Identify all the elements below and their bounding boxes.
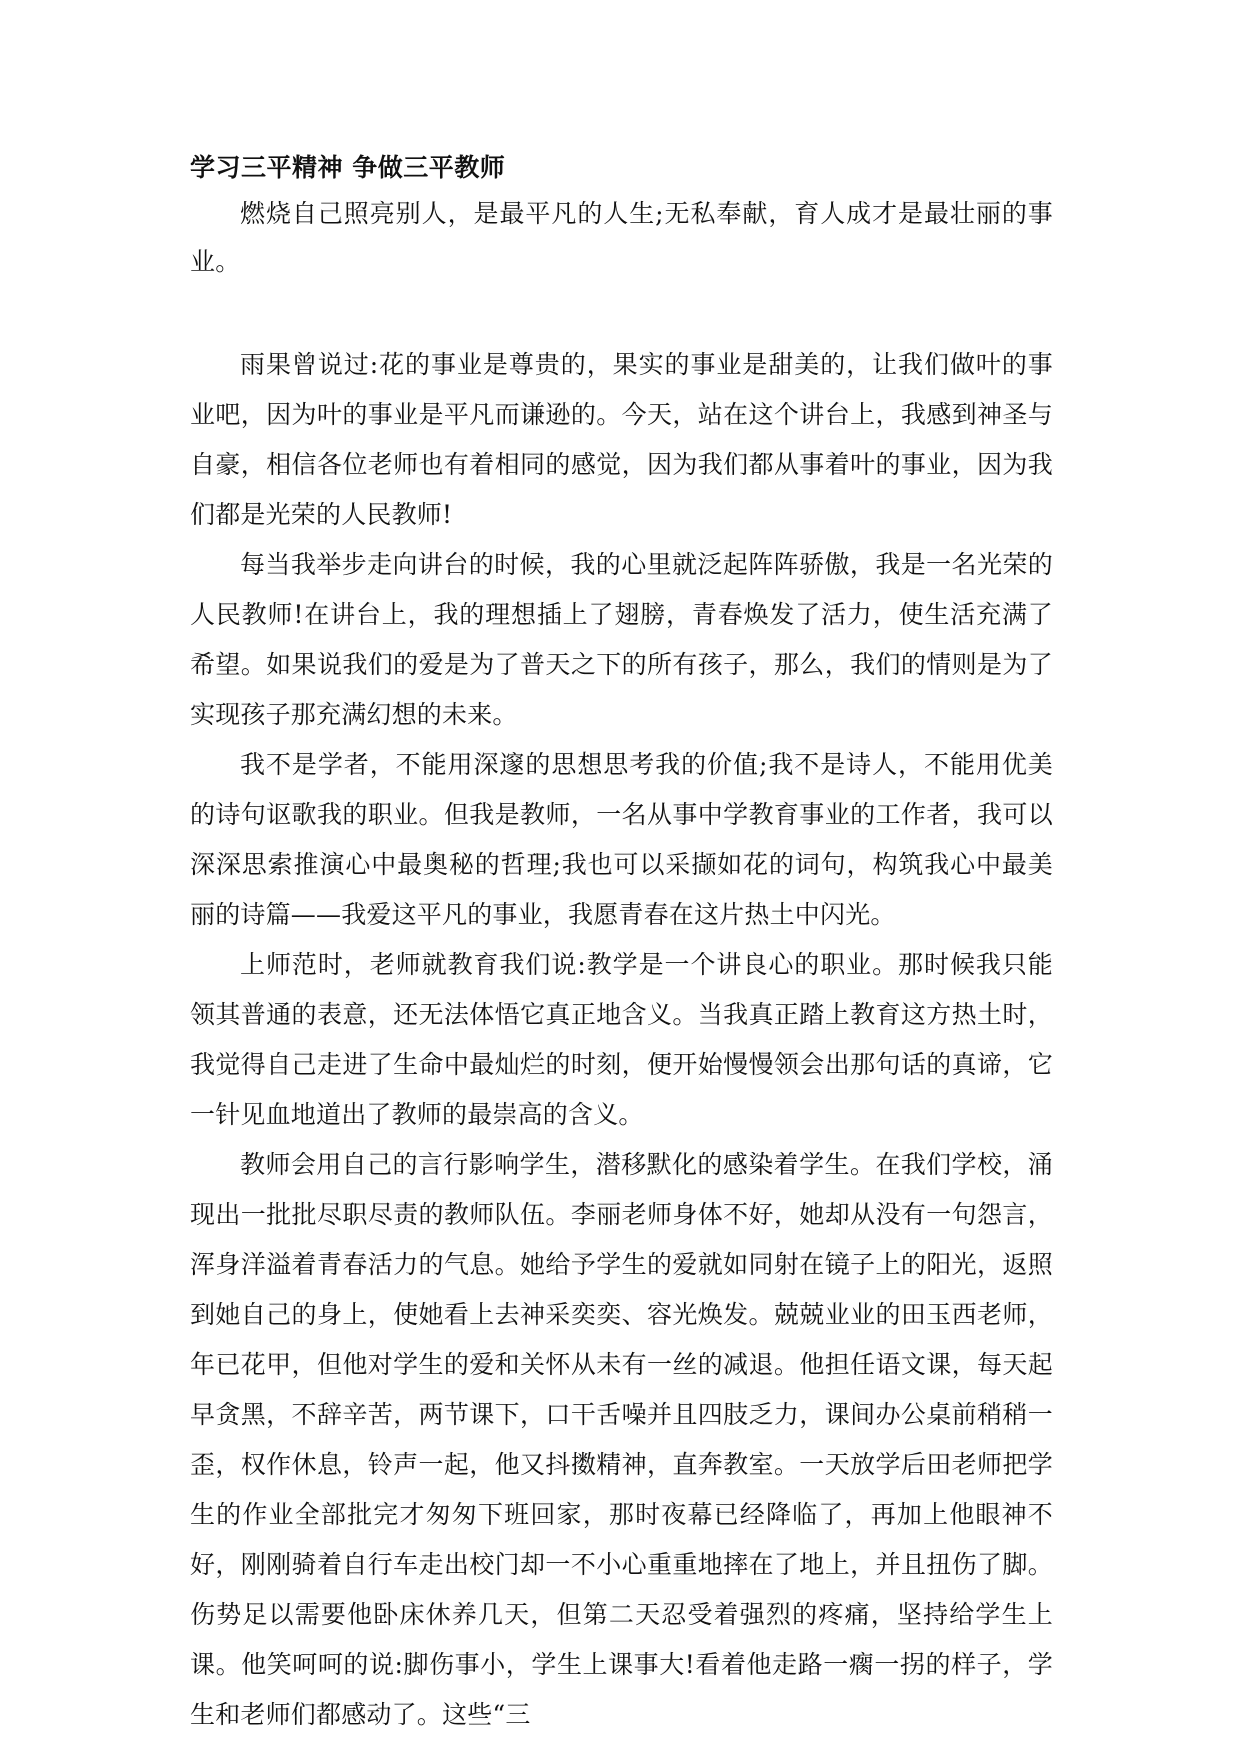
document-body [190,150,1053,1740]
opening-line: 燃烧自己照亮别人，是最平凡的人生;无私奉献，育人成才是最壮丽的事业。 [190,199,1053,276]
document-title: 学习三平精神 争做三平教师 [190,153,506,182]
paragraph-1: 雨果曾说过:花的事业是尊贵的，果实的事业是甜美的，让我们做叶的事业吧，因为叶的事业是平凡而谦逊的。今天，站在这个讲台上，我感到神圣与自豪，相信各位老师也有着相同的感觉，因为我们都从事着叶的事业，因为我们都是光荣的人民教师! [190,350,1053,529]
paragraph-3: 我不是学者，不能用深邃的思想思考我的价值;我不是诗人，不能用优美的诗句讴歌我的职业。但我是教师，一名从事中学教育事业的工作者，我可以深深思索推演心中最奥秘的哲理;我也可以采撷如花的词句，构筑我心中最美丽的诗篇——我爱这平凡的事业，我愿青春在这片热土中闪光。 [190,750,1053,929]
paragraph-2: 每当我举步走向讲台的时候，我的心里就泛起阵阵骄傲，我是一名光荣的人民教师!在讲台上，我的理想插上了翅膀，青春焕发了活力，使生活充满了希望。如果说我们的爱是为了普天之下的所有孩子，那么，我们的情则是为了实现孩子那充满幻想的未来。 [190,550,1053,729]
paragraph-5: 教师会用自己的言行影响学生，潜移默化的感染着学生。在我们学校，涌现出一批批尽职尽责的教师队伍。李丽老师身体不好，她却从没有一句怨言，浑身洋溢着青春活力的气息。她给予学生的爱就如同射在镜子上的阳光，返照到她自己的身上，使她看上去神采奕奕、容光焕发。兢兢业业的田玉西老师，年已花甲，但他对学生的爱和关怀从未有一丝的减退。他担任语文课，每天起早贪黑，不辞辛苦，两节课下，口干舌噪并且四肢乏力，课间办公桌前稍稍一歪，权作休息，铃声一起，他又抖擞精神，直奔教室。一天放学后田老师把学生的作业全部批完才匆匆下班回家，那时夜幕已经降临了，再加上他眼神不好，刚刚骑着自行车走出校门却一不小心重重地摔在了地上，并且扭伤了脚。伤势足以需要他卧床休养几天，但第二天忍受着强烈的疼痛，坚持给学生上课。他笑呵呵的说:脚伤事小，学生上课事大!看着他走路一瘸一拐的样子，学生和老师们都感动了。这些“三 [190,1150,1053,1729]
paragraph-4: 上师范时，老师就教育我们说:教学是一个讲良心的职业。那时候我只能领其普通的表意，还无法体悟它真正地含义。当我真正踏上教育这方热土时，我觉得自己走进了生命中最灿烂的时刻，便开始慢慢领会出那句话的真谛，它一针见血地道出了教师的最崇高的含义。 [190,950,1053,1129]
